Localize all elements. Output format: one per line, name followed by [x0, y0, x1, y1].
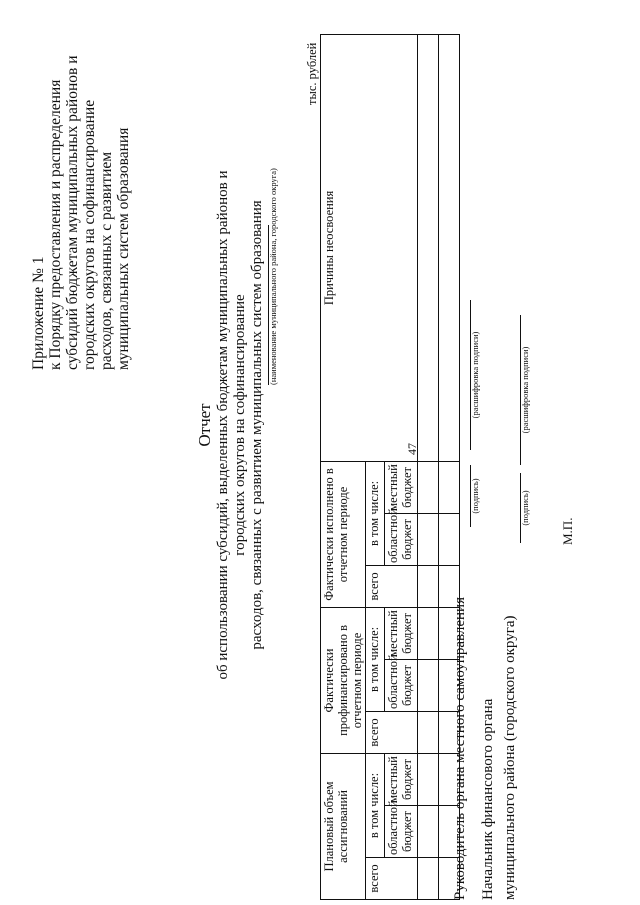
table-cell: [439, 34, 460, 461]
header-executed: Фактически исполнено в отчетном периоде: [321, 461, 366, 607]
header-total: всего: [366, 711, 418, 753]
appendix-line: субсидий бюджетам муниципальных районов и: [64, 55, 81, 370]
appendix-line: Приложение № 1: [30, 256, 47, 370]
unit-label: тыс. рублей: [305, 42, 319, 105]
municipality-name-caption: (наименование муниципального района, городского округа): [268, 168, 278, 385]
appendix-line: расходов, связанных с развитием: [98, 151, 115, 370]
header-including: в том числе:: [366, 607, 385, 711]
decoding-caption: (расшифровка подписи): [520, 346, 530, 434]
appendix-block: [30, 10, 132, 370]
table-cell: [418, 753, 439, 805]
table-cell: [439, 513, 460, 565]
decoding-caption: (расшифровка подписи): [470, 331, 480, 419]
table-cell: [418, 806, 439, 858]
report-subtitle: [215, 145, 266, 705]
signature-caption: (подпись): [520, 490, 530, 526]
header-local-budget: местный бюджет: [385, 753, 418, 805]
header-regional-budget: областной бюджет: [385, 806, 418, 858]
appendix-line: муниципальных систем образования: [115, 127, 132, 370]
report-subtitle-line: об использовании субсидий, выделенных бюджетам муниципальных районов и городских округов на софинансирование: [215, 170, 248, 680]
stamp-placeholder: М.П.: [560, 517, 575, 545]
table-row: [418, 34, 439, 899]
table-cell: [418, 565, 439, 607]
appendix-line: городских округов на софинансирование: [81, 99, 98, 370]
header-local-budget: местный бюджет: [385, 607, 418, 659]
header-including: в том числе:: [366, 753, 385, 857]
signature-caption: (подпись): [470, 478, 480, 514]
report-title: Отчет: [195, 403, 214, 447]
page-number: 47: [405, 443, 419, 455]
table-cell: [418, 513, 439, 565]
table-cell: [418, 461, 439, 513]
table-cell: [439, 461, 460, 513]
finance-head-label-line1: Начальник финансового органа: [480, 698, 496, 900]
table-cell: [418, 34, 439, 461]
report-table: [320, 34, 460, 900]
header-total: всего: [366, 565, 418, 607]
finance-head-label-line2: муниципального района (городского округа): [502, 615, 518, 900]
header-reasons: Причины неосвоения: [321, 34, 418, 461]
header-planned: Плановый объем ассигнований: [321, 753, 366, 899]
header-financed: Фактически профинансировано в отчетном периоде: [321, 607, 366, 753]
header-local-budget: местный бюджет: [385, 461, 418, 513]
head-of-self-government-label: Руководитель органа местного самоуправления: [452, 597, 468, 900]
table-cell: [418, 711, 439, 753]
header-including: в том числе:: [366, 461, 385, 565]
table-cell: [418, 659, 439, 711]
table-cell: [418, 607, 439, 659]
header-total: всего: [366, 858, 418, 900]
table-cell: [418, 858, 439, 900]
header-regional-budget: областной бюджет: [385, 513, 418, 565]
appendix-line: к Порядку предоставления и распределения: [47, 79, 64, 370]
header-regional-budget: областной бюджет: [385, 659, 418, 711]
report-subtitle-line: расходов, связанных с развитием муниципальных систем образования: [249, 200, 265, 650]
